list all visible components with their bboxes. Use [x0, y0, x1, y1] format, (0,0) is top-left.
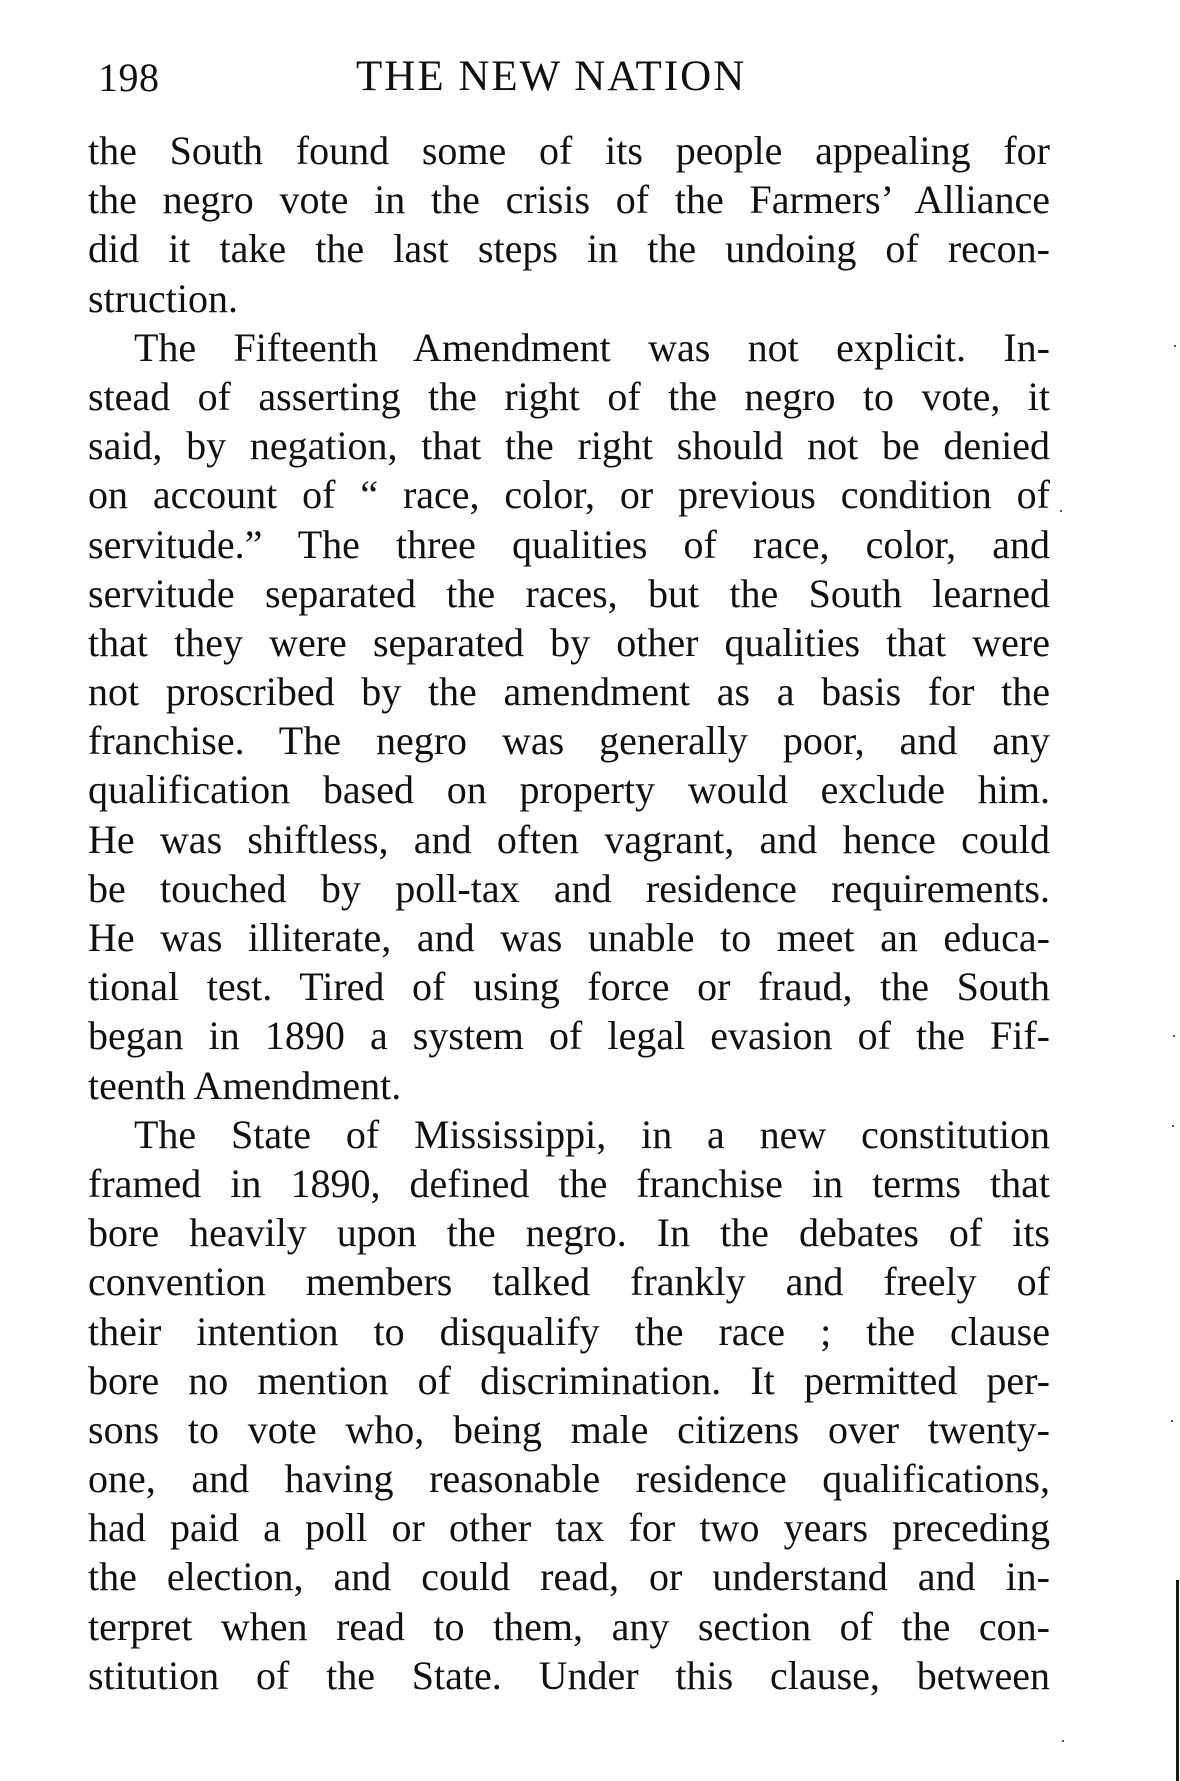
text-line: began in 1890 a system of legal evasion of the Fif-	[88, 1013, 1050, 1059]
text-line: He was shiftless, and often vagrant, and hence could	[88, 816, 1050, 862]
text-line: servitude separated the races, but the South learned	[88, 570, 1050, 616]
text-line: their intention to disqualify the race ; the clause	[88, 1308, 1050, 1354]
text-line: The Fifteenth Amendment was not explicit. In-	[134, 324, 1050, 370]
text-line: that they were separated by other qualities that were	[88, 619, 1050, 665]
text-line: stead of asserting the right of the negro to vote, it	[88, 373, 1050, 419]
body-text	[88, 126, 1050, 1700]
running-title: THE NEW NATION	[356, 53, 747, 100]
page-number: 198	[98, 55, 160, 100]
text-line: the South found some of its people appealing for	[88, 128, 1050, 173]
text-line: teenth Amendment.	[88, 1062, 402, 1108]
text-line: convention members talked frankly and freely of	[88, 1259, 1050, 1305]
text-line: said, by negation, that the right should not be denied	[88, 423, 1050, 469]
text-line: qualification based on property would exclude him.	[88, 767, 1050, 813]
text-line: the negro vote in the crisis of the Farmers’ Alliance	[88, 177, 1050, 223]
paragraph-fifteenth-amendment	[88, 323, 1050, 1110]
binding-edge-shadow	[1176, 1580, 1179, 1781]
text-line: the election, and could read, or understand and in-	[88, 1554, 1050, 1600]
text-line: struction.	[88, 275, 238, 321]
paragraph-mississippi	[88, 1110, 1050, 1700]
text-line: did it take the last steps in the undoing of recon-	[88, 226, 1050, 272]
text-line: servitude.” The three qualities of race, color, and	[88, 521, 1050, 567]
text-line: stitution of the State. Under this clause, between	[88, 1652, 1050, 1698]
scan-speck	[1174, 345, 1176, 347]
text-line: The State of Mississippi, in a new constitution	[134, 1111, 1050, 1157]
scan-speck	[1172, 1125, 1174, 1127]
text-line: framed in 1890, defined the franchise in terms that	[88, 1160, 1050, 1206]
text-line: one, and having reasonable residence qualifications,	[88, 1456, 1050, 1502]
running-head	[98, 48, 1048, 108]
text-line: tional test. Tired of using force or fraud, the South	[88, 964, 1050, 1010]
text-line: bore no mention of discrimination. It permitted per-	[88, 1357, 1050, 1403]
text-line: bore heavily upon the negro. In the debates of its	[88, 1210, 1050, 1256]
scan-speck	[1062, 1740, 1064, 1742]
text-line: He was illiterate, and was unable to meet an educa-	[88, 915, 1050, 960]
paragraph-continuation	[88, 126, 1050, 323]
text-line: terpret when read to them, any section of the con-	[88, 1603, 1050, 1649]
text-line: on account of “ race, color, or previous condition of	[88, 472, 1050, 518]
text-line: had paid a poll or other tax for two years preceding	[88, 1505, 1050, 1551]
text-line: not proscribed by the amendment as a basis for the	[88, 669, 1050, 715]
scan-speck	[1173, 1035, 1175, 1037]
text-line: franchise. The negro was generally poor, and any	[88, 718, 1050, 764]
text-line: be touched by poll-tax and residence requirements.	[88, 865, 1050, 911]
text-line: sons to vote who, being male citizens over twenty-	[88, 1406, 1050, 1452]
scan-speck	[1171, 1420, 1173, 1422]
scan-speck	[1060, 510, 1062, 512]
